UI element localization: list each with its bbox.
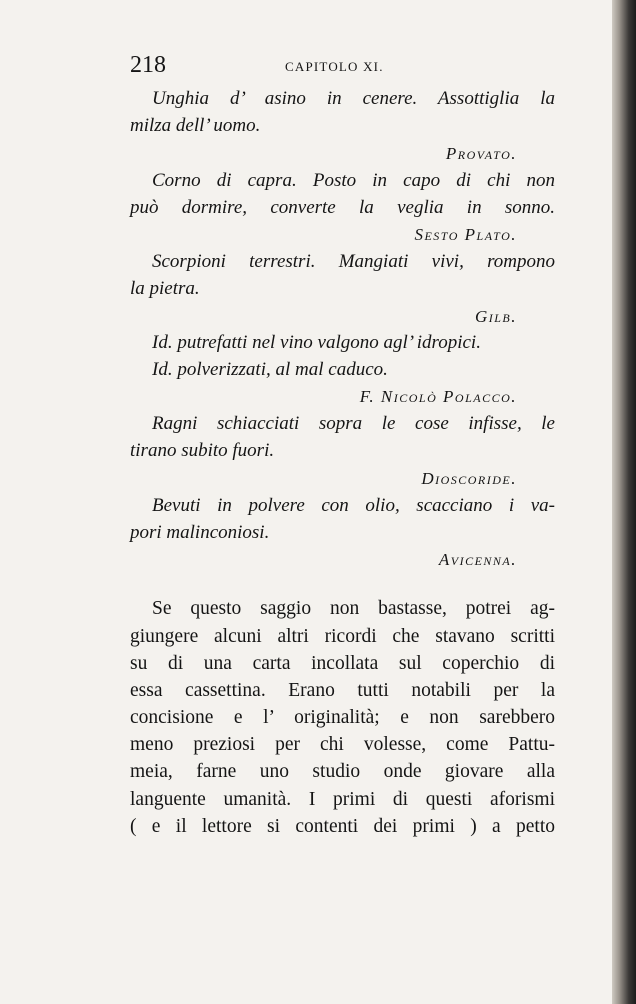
remedy-line: la pietra.: [130, 278, 200, 299]
remedy-line: milza dell’ uomo.: [130, 115, 261, 136]
remedy-line: Id. putrefatti nel vino valgono agl’ idropici.: [152, 332, 481, 353]
remedy-line: Bevuti in polvere con olio, scacciano i va-: [152, 495, 555, 516]
remedy-source: Dioscoride.: [421, 469, 517, 488]
running-title: CAPITOLO XI.: [285, 59, 384, 74]
remedy-line: Id. polverizzati, al mal caduco.: [152, 359, 388, 380]
page-number: 218: [130, 52, 166, 78]
remedy-source: F. Nicolò Polacco.: [359, 387, 517, 406]
remedy-line: Ragni schiacciati sopra le cose infisse, le: [152, 413, 555, 434]
paragraph-line: languente umanità. I primi di questi aforismi: [130, 789, 555, 810]
remedy-source: Sesto Plato.: [414, 225, 517, 244]
remedy-source: Provato.: [445, 144, 517, 163]
remedy-line: tirano subito fuori.: [130, 440, 275, 461]
remedy-line: Corno di capra. Posto in capo di chi non: [152, 170, 555, 191]
paragraph-line: su di una carta incollata sul coperchio di: [130, 653, 555, 674]
remedy-line: può dormire, converte la veglia in sonno.: [130, 197, 555, 218]
page-header: [130, 52, 535, 84]
book-spine-edge: [612, 0, 636, 1004]
remedy-line: Scorpioni terrestri. Mangiati vivi, rompono: [152, 251, 555, 272]
remedy-source: Gilb.: [474, 307, 517, 326]
paragraph-line: Se questo saggio non bastasse, potrei ag-: [152, 598, 555, 619]
paragraph-line: meia, farne uno studio onde giovare alla: [130, 761, 555, 782]
remedy-line: Unghia d’ asino in cenere. Assottiglia la: [152, 88, 555, 109]
paragraph-line: essa cassettina. Erano tutti notabili per la: [130, 680, 555, 701]
paragraph-line: concisione e l’ originalità; e non sarebbero: [130, 707, 555, 728]
paragraph-line: giungere alcuni altri ricordi che stavano scritti: [130, 626, 555, 647]
paragraph-line: meno preziosi per chi volesse, come Pattu-: [130, 734, 555, 755]
remedy-line: pori malinconiosi.: [130, 522, 270, 543]
remedy-source: Avicenna.: [438, 550, 517, 569]
paragraph-line: ( e il lettore si contenti dei primi ) a petto: [130, 816, 555, 837]
